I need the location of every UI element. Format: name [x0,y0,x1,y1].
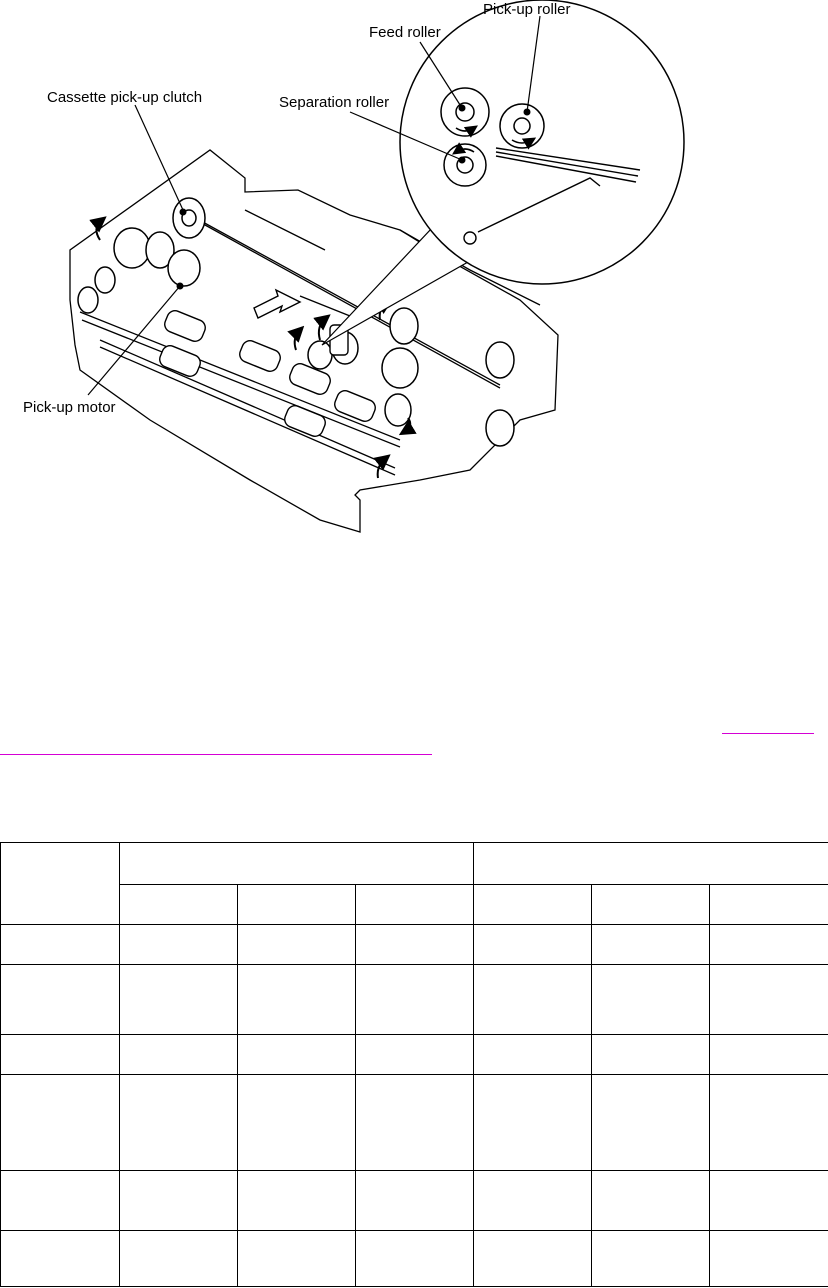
table-cell [1,1171,120,1231]
table-cell [710,965,828,1035]
table-cell [238,1231,356,1287]
table-row [1,1035,828,1075]
table-cell [592,1171,710,1231]
link-underline-segment-2[interactable] [0,754,432,755]
table-cell [356,1171,474,1231]
table-cell [474,1075,592,1171]
table-cell [238,925,356,965]
table-row [1,1171,828,1231]
table-cell [238,1035,356,1075]
table-subheader-row [1,885,828,925]
table-cell [710,1231,828,1287]
table-subheader-cell [356,885,474,925]
table-header-row [1,843,828,885]
table-cell [710,1035,828,1075]
paper-pickup-diagram [0,0,828,540]
table-header-cell [474,843,828,885]
label-pickup-motor: Pick-up motor [23,399,116,416]
table-cell [710,1075,828,1171]
label-feed-roller: Feed roller [369,24,441,41]
table-row [1,965,828,1035]
table-cell [592,1035,710,1075]
table-cell [592,1231,710,1287]
table-cell [592,925,710,965]
table-header-cell [1,843,120,925]
table-cell [356,925,474,965]
zoom-detail-callout [322,0,684,345]
table-cell [1,925,120,965]
table-cell [474,1035,592,1075]
table-cell [592,1075,710,1171]
label-pickup-roller: Pick-up roller [483,1,571,18]
table-row [1,1231,828,1287]
table-cell [474,965,592,1035]
table-cell [592,965,710,1035]
table-row [1,925,828,965]
table-cell [120,1171,238,1231]
table-subheader-cell [474,885,592,925]
table-subheader-cell [592,885,710,925]
table-cell [1,1035,120,1075]
table-cell [356,1231,474,1287]
table-cell [238,1171,356,1231]
table-cell [120,1075,238,1171]
table-header-cell [120,843,474,885]
table-cell [238,1075,356,1171]
table-cell [356,965,474,1035]
table-subheader-cell [120,885,238,925]
table-row [1,1075,828,1171]
label-cassette-pickup-clutch: Cassette pick-up clutch [47,89,203,106]
table-cell [238,965,356,1035]
table-cell [710,1171,828,1231]
table-cell [120,1035,238,1075]
table-cell [1,1075,120,1171]
table-cell [710,925,828,965]
table-cell [474,1171,592,1231]
table-cell [356,1075,474,1171]
table-cell [474,925,592,965]
paper-direction-arrow [254,290,300,318]
table-cell [120,1231,238,1287]
table-cell [120,925,238,965]
hyperlink-underline[interactable] [0,726,828,758]
table-subheader-cell [238,885,356,925]
table-cell [1,965,120,1035]
table-cell [474,1231,592,1287]
table-cell [1,1231,120,1287]
link-underline-segment-1[interactable] [722,733,814,734]
table-cell [120,965,238,1035]
label-separation-roller: Separation roller [279,94,390,111]
spec-table [0,842,828,1287]
table-cell [356,1035,474,1075]
table-subheader-cell [710,885,828,925]
